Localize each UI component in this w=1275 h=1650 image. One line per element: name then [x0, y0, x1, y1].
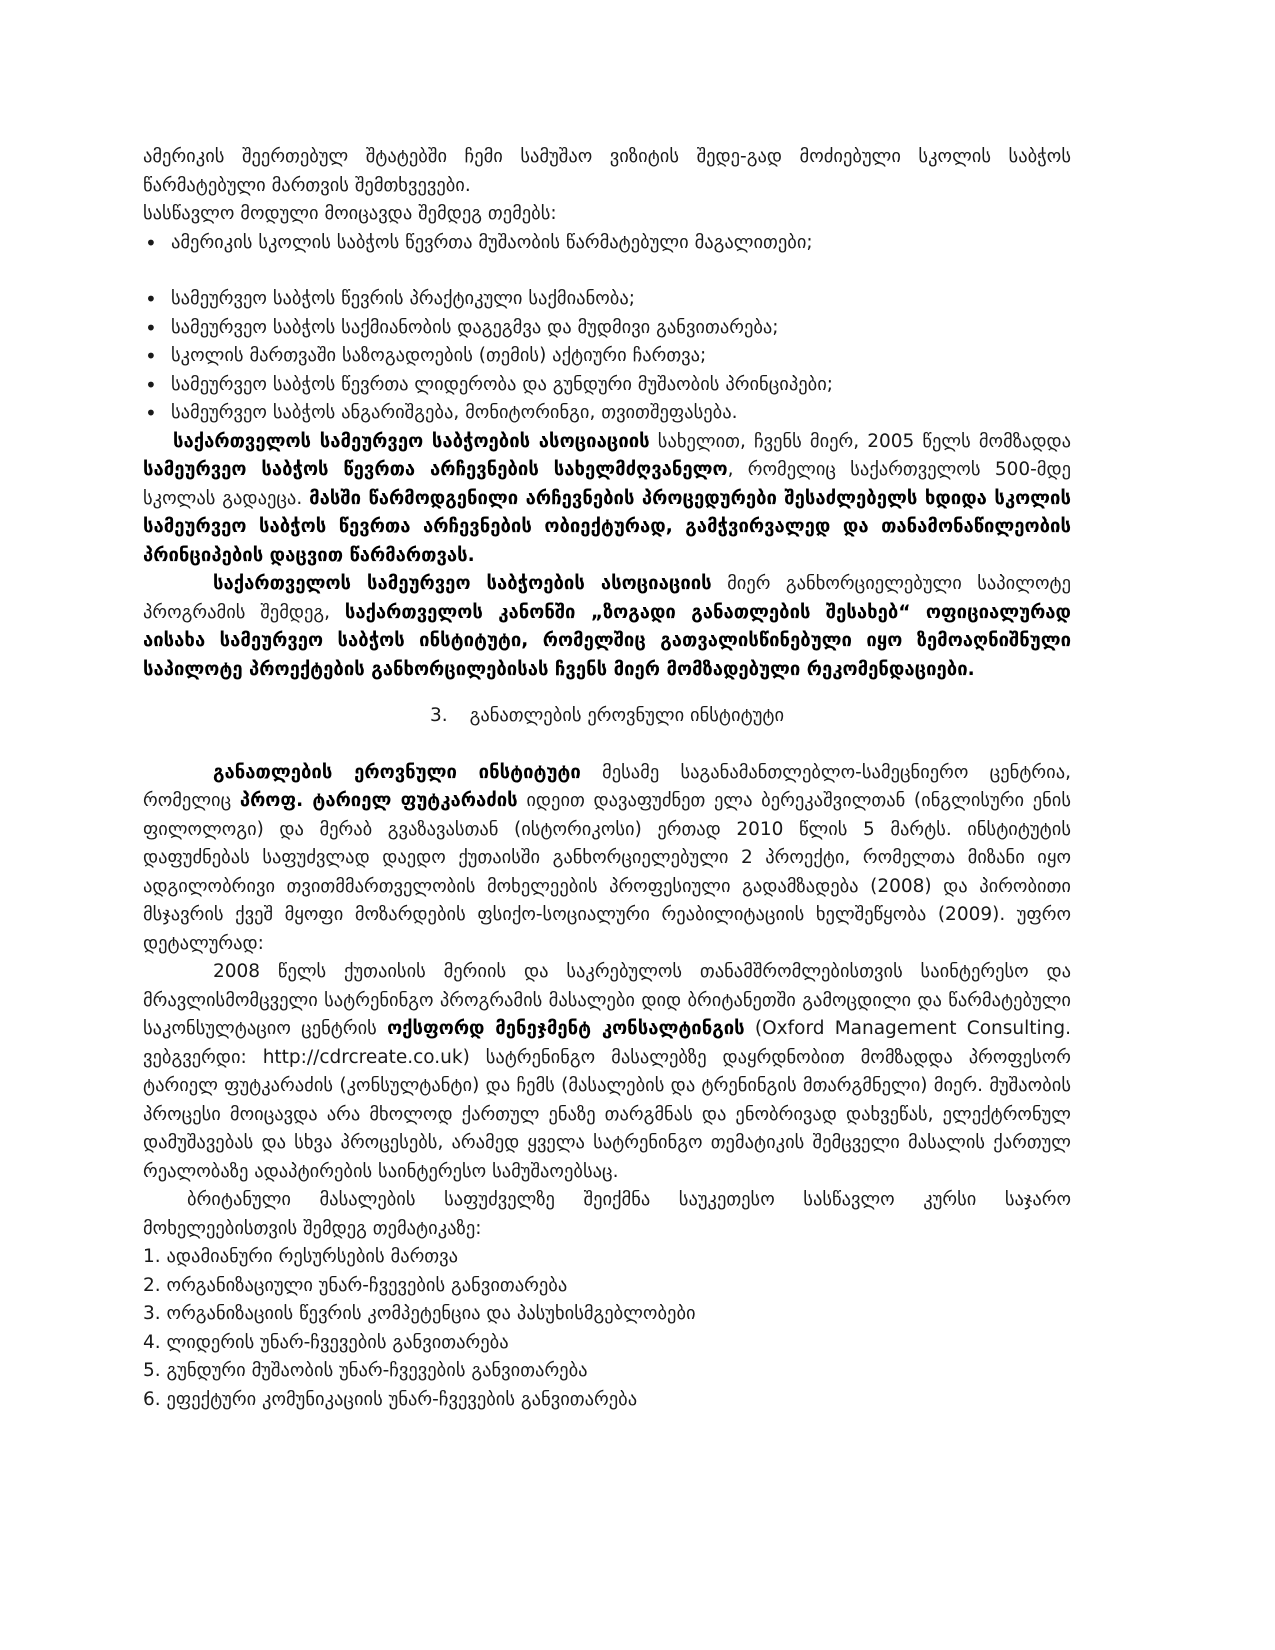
list-item: • სამეურვეო საბჭოს ანგარიშგება, მონიტორინგი, თვითშეფასება.	[143, 399, 1071, 428]
list-item: • ამერიკის სკოლის საბჭოს წევრთა მუშაობის წარმატებული მაგალითები;	[143, 229, 1071, 258]
document-page	[143, 143, 1071, 1414]
paragraph-text: 2008 წელს ქუთაისის მერიის და საკრებულოს თანამშრომლებისთვის საინტერესო და მრავლისმომცველი სატრენინგო პროგრამის მასალები დიდ ბრიტანეთში გამოცდილი და წარმატებული საკონსულტაციო ცენტრის	[143, 961, 1071, 1039]
list-item: 2. ორგანიზაციული უნარ-ჩვევების განვითარება	[143, 1274, 568, 1296]
section-title: განათლების ეროვნული ინსტიტუტი	[469, 705, 785, 726]
list-item: 3. ორგანიზაციის წევრის კომპეტენცია და პასუხისმგებლობები	[143, 1303, 696, 1324]
list-item: 1. ადამიანური რესურსების მართვა	[143, 1246, 459, 1267]
law-statement: საქართველოს კანონში „ზოგადი განათლების შესახებ“ ოფიციალურად აისახა სამეურვეო საბჭოს ინსტიტუტი, რომელშიც გათვალისწინებული იყო ზემოაღნიშნული საპილოტე პროექტების განხორცილებისას ჩვენს მიერ მომზადებული რეკომენდაციები.	[143, 601, 1071, 680]
institute-name: განათლების ეროვნული ინსტიტუტი	[213, 761, 581, 783]
list-item: 6. ეფექტური კომუნიკაციის უნარ-ჩვევების განვითარება	[143, 1388, 638, 1410]
course-topics-list	[143, 1243, 1071, 1414]
guidebook-title: სამეურვეო საბჭოს წევრთა არჩევნების სახელმძღვანელო	[143, 459, 728, 480]
list-item: 5. გუნდური მუშაობის უნარ-ჩვევების განვითარება	[143, 1360, 588, 1381]
pilot-paragraph	[143, 570, 1071, 684]
list-item: • სამეურვეო საბჭოს საქმიანობის დაგეგმვა და მუდმივი განვითარება;	[143, 314, 1071, 343]
paragraph-text: სახელით, ჩვენს მიერ, 2005 წელს მომზადდა	[649, 430, 1072, 452]
paragraph-text: იდეით დავაფუძნეთ ელა ბერეკაშვილთან (ინგლისური ენის ფილოლოგი) და მერაბ გვაზავასთან (ისტორიკოსი) ერთად 2010 წლის 5 მარტს. ინსტიტუტის დაფუძნებას საფუძვლად დაედო ქუთაისში განხორციელებული 2 პროექტი, რომელთა მიზანი იყო ადგილობრივი თვითმმართველობის მოხელეების პროფესიული გადამზადება (2008) და პირობითი მსჯავრის ქვეშ მყოფი მოზარდების ფსიქო-სოციალური რეაბილიტაციის ხელშეწყობა (2009). უფრო დეტალურად:	[143, 790, 1071, 954]
intro-paragraph: ამერიკის შეერთებულ შტატებში ჩემი სამუშაო ვიზიტის შედე-გად მოძიებული სკოლის საბჭოს წარმატებული მართვის შემთხვევები.	[143, 146, 1071, 196]
paragraph-text: , რომელიც საქართველოს 500-მდე სკოლას გადაეცა.	[143, 459, 1071, 509]
institute-paragraph	[143, 759, 1071, 959]
british-materials-paragraph: ბრიტანული მასალების საფუძველზე შეიქმნა საუკეთესო სასწავლო კურსი საჯარო მოხელეებისთვის შემდეგ თემატიკაზე:	[143, 1189, 1071, 1239]
training-2008-paragraph	[143, 958, 1071, 1186]
association-name: საქართველოს სამეურვეო საბჭოების ასოციაციის	[173, 430, 650, 452]
list-item: • სკოლის მართვაში საზოგადოების (თემის) აქტიური ჩართვა;	[143, 342, 1071, 371]
section-number: 3.	[429, 705, 448, 726]
paragraph-text: მიერ განხორციელებული საპილოტე პროგრამის შემდეგ,	[143, 573, 1071, 623]
consulting-company-name: ოქსფორდ მენეჯმენტ კონსალტინგის	[387, 1018, 745, 1039]
association-name: საქართველოს სამეურვეო საბჭოების ასოციაციის	[213, 573, 712, 594]
spacer	[143, 257, 1071, 285]
list-item: 4. ლიდერის უნარ-ჩვევების განვითარება	[143, 1331, 509, 1353]
module-topics-intro: სასწავლო მოდული მოიცავდა შემდეგ თემებს:	[143, 203, 557, 224]
section-heading	[143, 702, 1071, 731]
topics-bullet-list	[143, 229, 1071, 258]
paragraph-text: (Oxford Management Consulting. ვებგვერდი: http://cdrcreate.co.uk) სატრენინგო მასალებზე დაყრდნობით მომზადდა პროფესორ ტარიელ ფუტკარაძის (კონსულტანტი) და ჩემს (მასალების და ტრენინგის მთარგმნელი) მიერ. მუშაობის პროცესი მოიცავდა არა მხოლოდ ქართულ ენაზე თარგმნას და ენობრივად დახვეწას, ელექტრონულ დამუშავებას და სხვა პროცესებს, არამედ ყველა სატრენინგო თემატიკის შემცველი მასალის ქართულ რეალობაზე ადაპტირების საინტერესო სამუშაოებსაც.	[143, 1018, 1071, 1182]
topics-bullet-list-continued	[143, 285, 1071, 428]
list-item: • სამეურვეო საბჭოს წევრის პრაქტიკული საქმიანობა;	[143, 285, 1071, 314]
paragraph-text: მესამე საგანამანთლებლო-სამეცნიერო ცენტრია, რომელიც	[143, 761, 1071, 811]
association-paragraph	[143, 428, 1071, 571]
procedures-statement: მასში წარმოდგენილი არჩევნების პროცედურები შესაძლებელს ხდიდა სკოლის სამეურვეო საბჭოს წევრთა არჩევნების ობიექტურად, გამჭვირვალედ და თანამონაწილეობის პრინციპების დაცვით წარმართვას.	[143, 487, 1071, 566]
list-item: • სამეურვეო საბჭოს წევრთა ლიდერობა და გუნდური მუშაობის პრინციპები;	[143, 371, 1071, 400]
professor-name: პროფ. ტარიელ ფუტკარაძის	[239, 790, 518, 811]
